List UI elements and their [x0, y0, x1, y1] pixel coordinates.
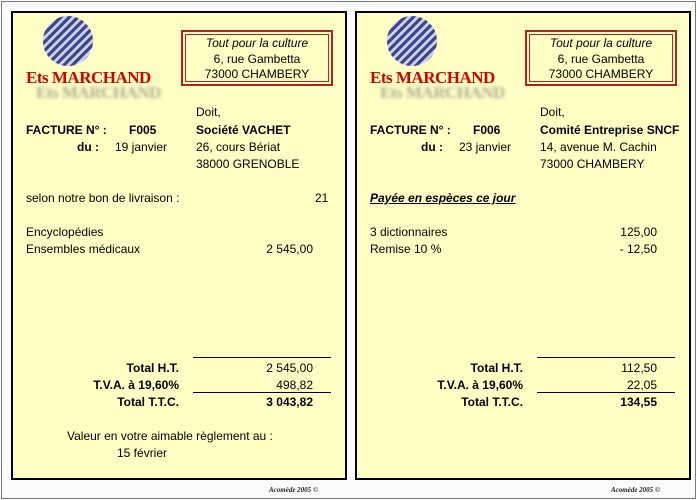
- bon-livraison-label: selon notre bon de livraison :: [26, 191, 180, 205]
- total-ttc-value: 134,55: [620, 395, 657, 409]
- du-label: du :: [421, 140, 443, 154]
- totals-top-rule: [537, 357, 675, 358]
- line-item-value: 2 545,00: [266, 242, 313, 256]
- line-item-label: Ensembles médicaux: [26, 242, 141, 256]
- company-address-box: [525, 30, 677, 86]
- totals-mid-rule: [537, 392, 675, 393]
- facture-label: FACTURE N° :: [370, 123, 451, 137]
- credit-left: Acomède 2005 ©: [269, 486, 319, 494]
- invoice-date: 19 janvier: [115, 140, 168, 154]
- client-street: 26, cours Bériat: [196, 140, 281, 154]
- total-ht-label: Total H.T.: [470, 361, 523, 375]
- du-label: du :: [77, 140, 99, 154]
- window-frame: [1, 1, 696, 499]
- company-city: 73000 CHAMBERY: [548, 67, 654, 81]
- reglement-label: Valeur en votre aimable règlement au :: [67, 429, 273, 443]
- total-ht-value: 2 545,00: [266, 361, 313, 375]
- facture-label: FACTURE N° :: [26, 123, 107, 137]
- line-item-value: 125,00: [620, 225, 657, 239]
- company-slogan: Tout pour la culture: [549, 36, 653, 50]
- invoice-panel-f005: [11, 11, 347, 480]
- total-ttc-label: Total T.T.C.: [117, 395, 179, 409]
- total-ht-label: Total H.T.: [126, 361, 179, 375]
- client-city: 38000 GRENOBLE: [196, 157, 300, 171]
- discount-value: - 12,50: [619, 242, 657, 256]
- client-city: 73000 CHAMBERY: [540, 157, 645, 171]
- invoice-number: F006: [473, 123, 501, 137]
- total-ht-value: 112,50: [621, 361, 657, 375]
- globe-logo-icon: [43, 16, 93, 66]
- totals-mid-rule: [193, 392, 331, 393]
- total-ttc-value: 3 043,82: [266, 395, 313, 409]
- client-street: 14, avenue M. Cachin: [540, 140, 657, 154]
- company-logo-shadow: Ets MARCHAND: [36, 83, 161, 102]
- company-city: 73000 CHAMBERY: [204, 67, 310, 81]
- discount-label: Remise 10 %: [370, 242, 442, 256]
- company-logo-text: Ets MARCHAND: [26, 68, 151, 87]
- company-logo-text: Ets MARCHAND: [370, 68, 495, 87]
- reglement-date: 15 février: [117, 446, 168, 460]
- tva-label: T.V.A. à 19,60%: [93, 378, 179, 392]
- company-street: 6, rue Gambetta: [557, 52, 645, 66]
- credit-right: Acomède 2005 ©: [611, 486, 661, 494]
- tva-label: T.V.A. à 19,60%: [437, 378, 523, 392]
- doit-label: Doit,: [196, 105, 221, 119]
- invoice-number: F005: [129, 123, 157, 137]
- tva-value: 22,05: [626, 378, 657, 392]
- company-slogan: Tout pour la culture: [205, 36, 309, 50]
- invoice-panel-f006: [355, 11, 691, 480]
- doit-label: Doit,: [540, 105, 565, 119]
- paid-note: Payée en espèces ce jour: [370, 191, 516, 205]
- item-category: Encyclopédies: [26, 225, 104, 239]
- total-ttc-label: Total T.T.C.: [461, 395, 523, 409]
- line-item-label: 3 dictionnaires: [370, 225, 448, 239]
- globe-logo-icon: [387, 16, 437, 66]
- bon-livraison-number: 21: [315, 191, 329, 205]
- totals-top-rule: [193, 357, 331, 358]
- company-logo-shadow: Ets MARCHAND: [380, 83, 505, 102]
- client-name: Comité Entreprise SNCF: [540, 123, 680, 137]
- tva-value: 498,82: [276, 378, 313, 392]
- company-street: 6, rue Gambetta: [213, 52, 301, 66]
- invoice-date: 23 janvier: [459, 140, 512, 154]
- client-name: Société VACHET: [196, 123, 291, 137]
- company-address-box: [181, 30, 333, 86]
